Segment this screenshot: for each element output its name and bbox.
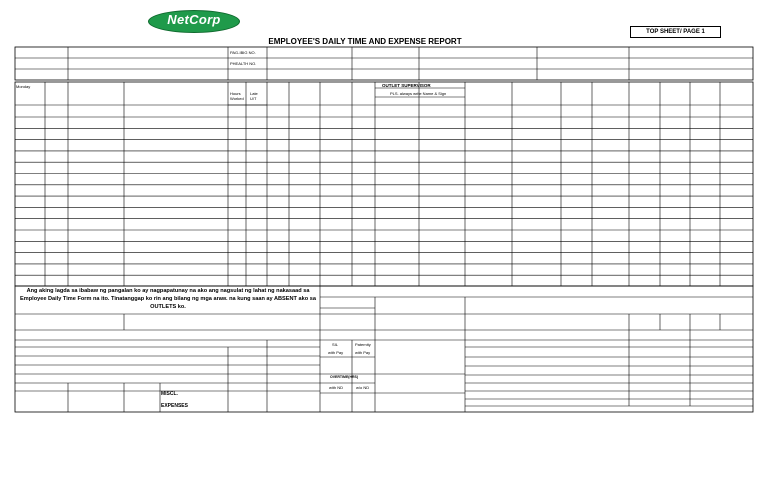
late-ut-label: Late U/T [250,91,258,101]
overtime-label: OVERTIME(HRS) [330,375,358,379]
top-sheet-label: TOP SHEET/ PAGE 1 [630,26,721,38]
sil-label: SIL [332,342,339,347]
paternity-label: Paternity [355,342,371,347]
hours-worked-label: Hours Worked [230,91,244,101]
report-title: EMPLOYEE'S DAILY TIME AND EXPENSE REPORT [268,37,462,46]
certification-text: Ang aking lagda sa ibabaw ng pangalan ko ay nagpapatunay na ako ang nagsulat ng lahat ng nakasaad sa Employee Daily Time Form na ito. Tinatanggap ko rin ang bilang ng mga araw. na kung saan ay ABSENT ako sa OUTLETS ko. [20,288,316,310]
paternity-sub-label: with Pay [355,350,371,355]
outlet-supervisor-label: OUTLET SUPERVISOR [382,83,431,88]
sil-sub-label: with Pay [328,350,344,355]
miscl-label: MISCL. [161,391,178,397]
supervisor-note: PLS. always write Name & Sign [390,91,447,96]
grid-box [15,47,753,80]
overtime-nd-label: with ND [329,385,344,390]
logo-text: NetCorp [167,12,221,27]
expenses-label: EXPENSES [161,403,188,409]
day-label: Monday [16,84,31,89]
pagibig-label: PAG-IBIG NO. [230,50,256,55]
philhealth-label: PHEALTH NO. [230,61,257,66]
overtime-wo-nd-label: w/o ND [356,385,370,390]
grid-box [15,82,753,286]
